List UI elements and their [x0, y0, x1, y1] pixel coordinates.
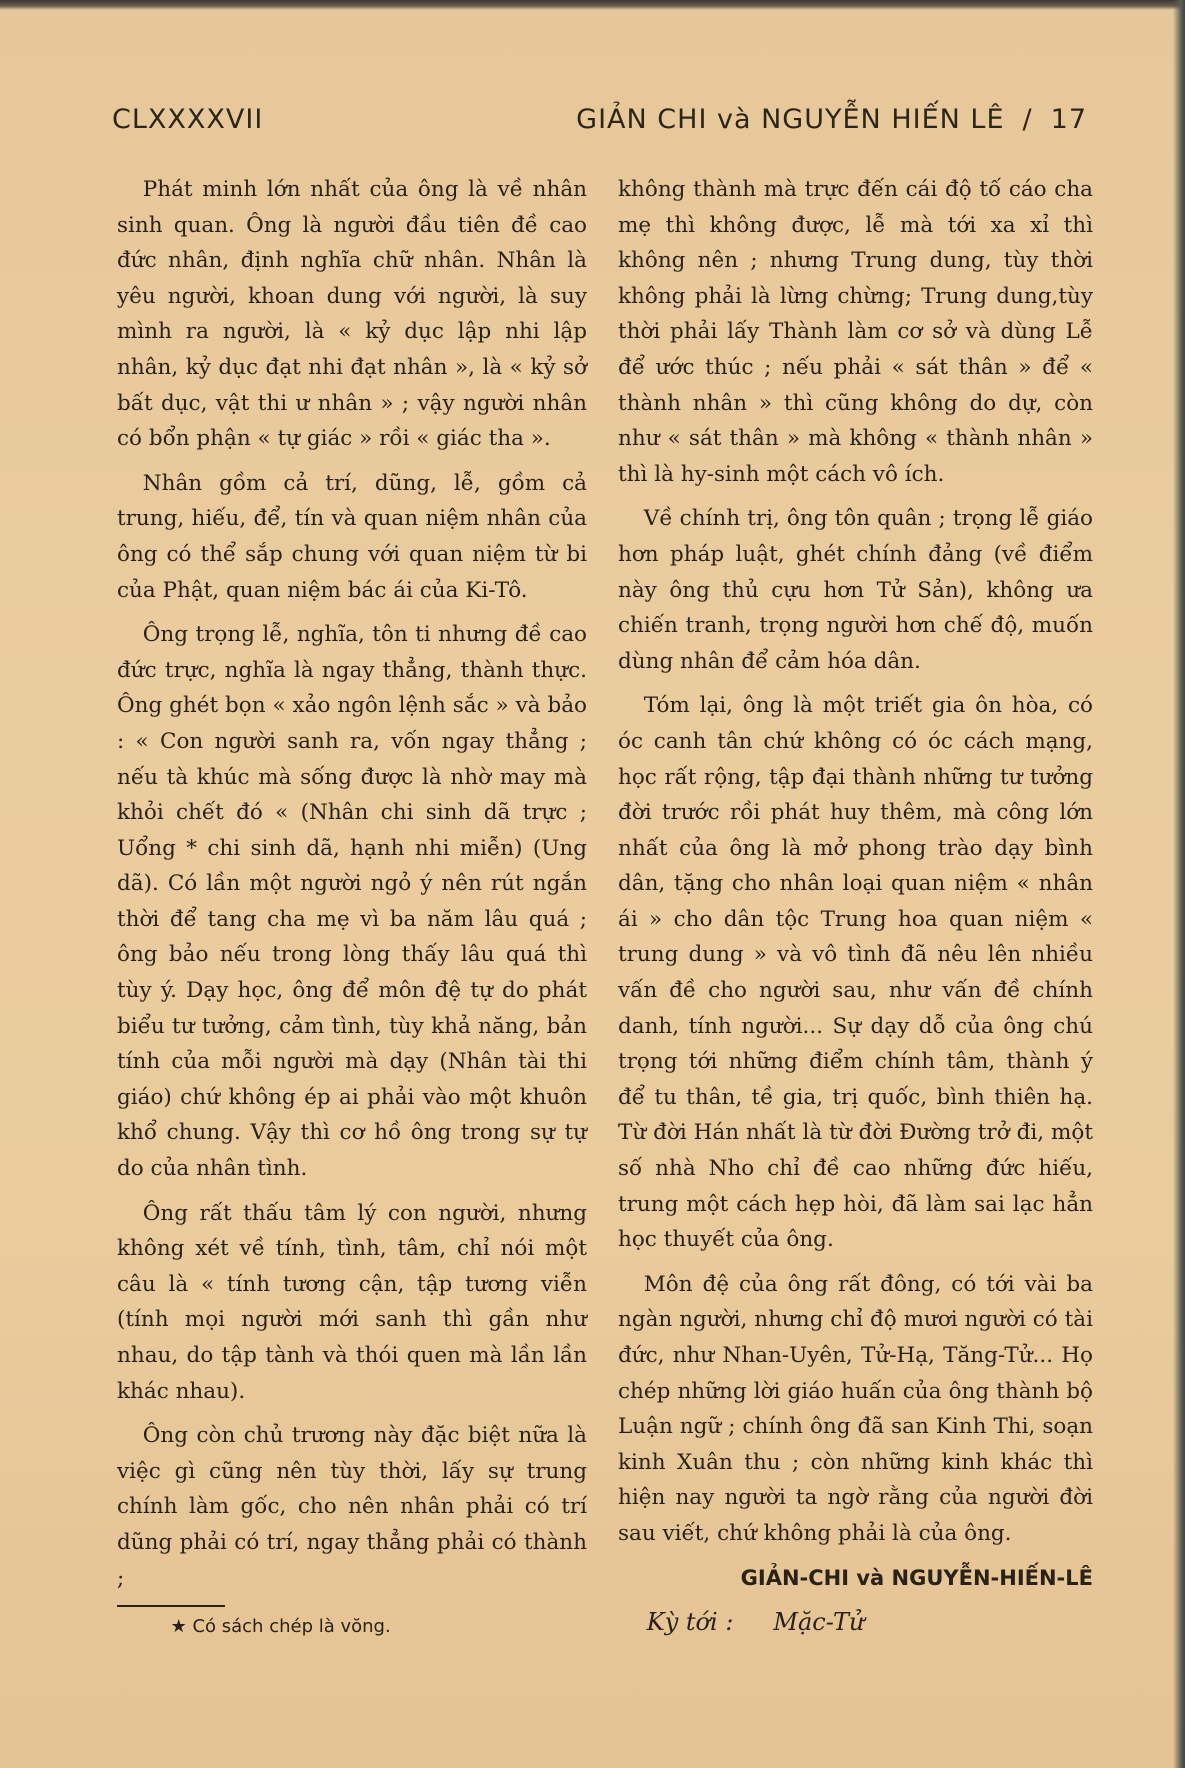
- paragraph: Ông trọng lễ, nghĩa, tôn ti nhưng đề cao đức trực, nghĩa là ngay thẳng, thành thực. Ông ghét bọn « xảo ngôn lệnh sắc » và bảo : « Con người sanh ra, vốn ngay thẳng ; nếu tà khúc mà sống được là nhờ may mà khỏi chết đó « (Nhân chi sinh dã trực ; Uổng * chi sinh dã, hạnh nhi miễn) (Ung dã). Có lần một người ngỏ ý nên rút ngắn thời để tang cha mẹ vì ba năm lâu quá ; ông bảo nếu trong lòng thấy lâu quá thì tùy ý. Dạy học, ông để môn đệ tự do phát biểu tư tưởng, cảm tình, tùy khả năng, bản tính của mỗi người mà dạy (Nhân tài thi giáo) chứ không ép ai phải vào một khuôn khổ chung. Vậy thì cơ hồ ông trong sự tự do của nhân tình.: [117, 622, 587, 1182]
- header-authors: GIẢN CHI và NGUYỄN HIẾN LÊ: [576, 104, 1005, 135]
- page-header: [112, 100, 1087, 144]
- paragraph: Tóm lại, ông là một triết gia ôn hòa, có óc canh tân chứ không có óc cách mạng, học rất rộng, tập đại thành những tư tưởng đời trước rồi phát huy thêm, mà công lớn nhất của ông là mở phong trào dạy bình dân, tặng cho nhân loại quan niệm « nhân ái » cho dân tộc Trung hoa quan niệm « trung dung » và vô tình đã nêu lên nhiều vấn đề cho người sau, như vấn đề chính danh, tính người... Sự dạy dỗ của ông chú trọng tới những điểm chính tâm, thành ý để tu thân, tề gia, trị quốc, bình thiên hạ. Từ đời Hán nhất là từ đời Đường trở đi, một số nhà Nho chỉ đề cao những đức hiếu, trung một cách hẹp hòi, đã làm sai lạc hẳn học thuyết của ông.: [618, 693, 1093, 1253]
- header-right: [576, 104, 1087, 135]
- paragraph: Ông rất thấu tâm lý con người, nhưng không xét về tính, tình, tâm, chỉ nói một câu là « tính tương cận, tập tương viễn (tính mọi người mới sanh thì gần như nhau, do tập tành và thói quen mà lần lần khác nhau).: [117, 1200, 587, 1404]
- paragraph: Nhân gồm cả trí, dũng, lễ, gồm cả trung, hiếu, để, tín và quan niệm nhân của ông có thể sắp chung với quan niệm từ bi của Phật, quan niệm bác ái của Ki-Tô.: [117, 470, 587, 603]
- author-signature: GIẢN-CHI và NGUYỄN-HIẾN-LÊ: [740, 1565, 1093, 1590]
- right-page-edge: [1173, 0, 1185, 1768]
- footnote-rule: [117, 1605, 225, 1607]
- footnote: ★ Có sách chép là vŏng.: [170, 1616, 391, 1638]
- top-border: [0, 0, 1185, 10]
- next-issue-title: Mặc-Tử: [773, 1608, 865, 1637]
- header-separator: /: [1022, 104, 1033, 135]
- paragraph: Môn đệ của ông rất đông, có tới vài ba ngàn người, nhưng chỉ độ mươi người có tài đức, như Nhan-Uyên, Tử-Hạ, Tăng-Tử... Họ chép những lời giáo huấn của ông thành bộ Luận ngữ ; chính ông đã san Kinh Thi, soạn kinh Xuân thu ; còn những kinh khác thì hiện nay người ta ngờ rằng của người đời sau viết, chứ không phải là của ông.: [618, 1271, 1093, 1546]
- paragraph: Về chính trị, ông tôn quân ; trọng lễ giáo hơn pháp luật, ghét chính đảng (về điểm này ông thủ cựu hơn Tử Sản), không ưa chiến tranh, trọng người hơn chế độ, muốn dùng nhân để cảm hóa dân.: [618, 506, 1093, 674]
- paragraph: không thành mà trực đến cái độ tố cáo cha mẹ thì không được, lễ mà tới xa xỉ thì không nên ; nhưng Trung dung, tùy thời không phải là lừng chừng; Trung dung,tùy thời phải lấy Thành làm cơ sở và dùng Lễ để ước thúc ; nếu phải « sát thân » để « thành nhân » thì cũng không do dự, còn như « sát thân » mà không « thành nhân » thì là hy-sinh một cách vô ích.: [618, 177, 1093, 487]
- left-column: [117, 172, 587, 1650]
- page-number: 17: [1050, 104, 1087, 135]
- right-column: [618, 172, 1093, 1650]
- page-roman-numeral: CLXXXXVII: [112, 104, 264, 135]
- paragraph: Phát minh lớn nhất của ông là về nhân sinh quan. Ông là người đầu tiên đề cao đức nhân, định nghĩa chữ nhân. Nhân là yêu người, khoan dung với người, là suy mình ra người, là « kỷ dục lập nhi lập nhân, kỷ dục đạt nhi đạt nhân », là « kỷ sở bất dục, vật thi ư nhân » ; vậy người nhân có bổn phận « tự giác » rồi « giác tha ».: [117, 177, 587, 452]
- next-issue-label: Kỳ tới :: [646, 1608, 734, 1637]
- next-issue: [618, 1605, 1093, 1641]
- paragraph: Ông còn chủ trương này đặc biệt nữa là việc gì cũng nên tùy thời, lấy sự trung chính làm gốc, cho nên nhân phải có trí dũng phải có trí, ngay thẳng phải có thành ;: [117, 1423, 587, 1591]
